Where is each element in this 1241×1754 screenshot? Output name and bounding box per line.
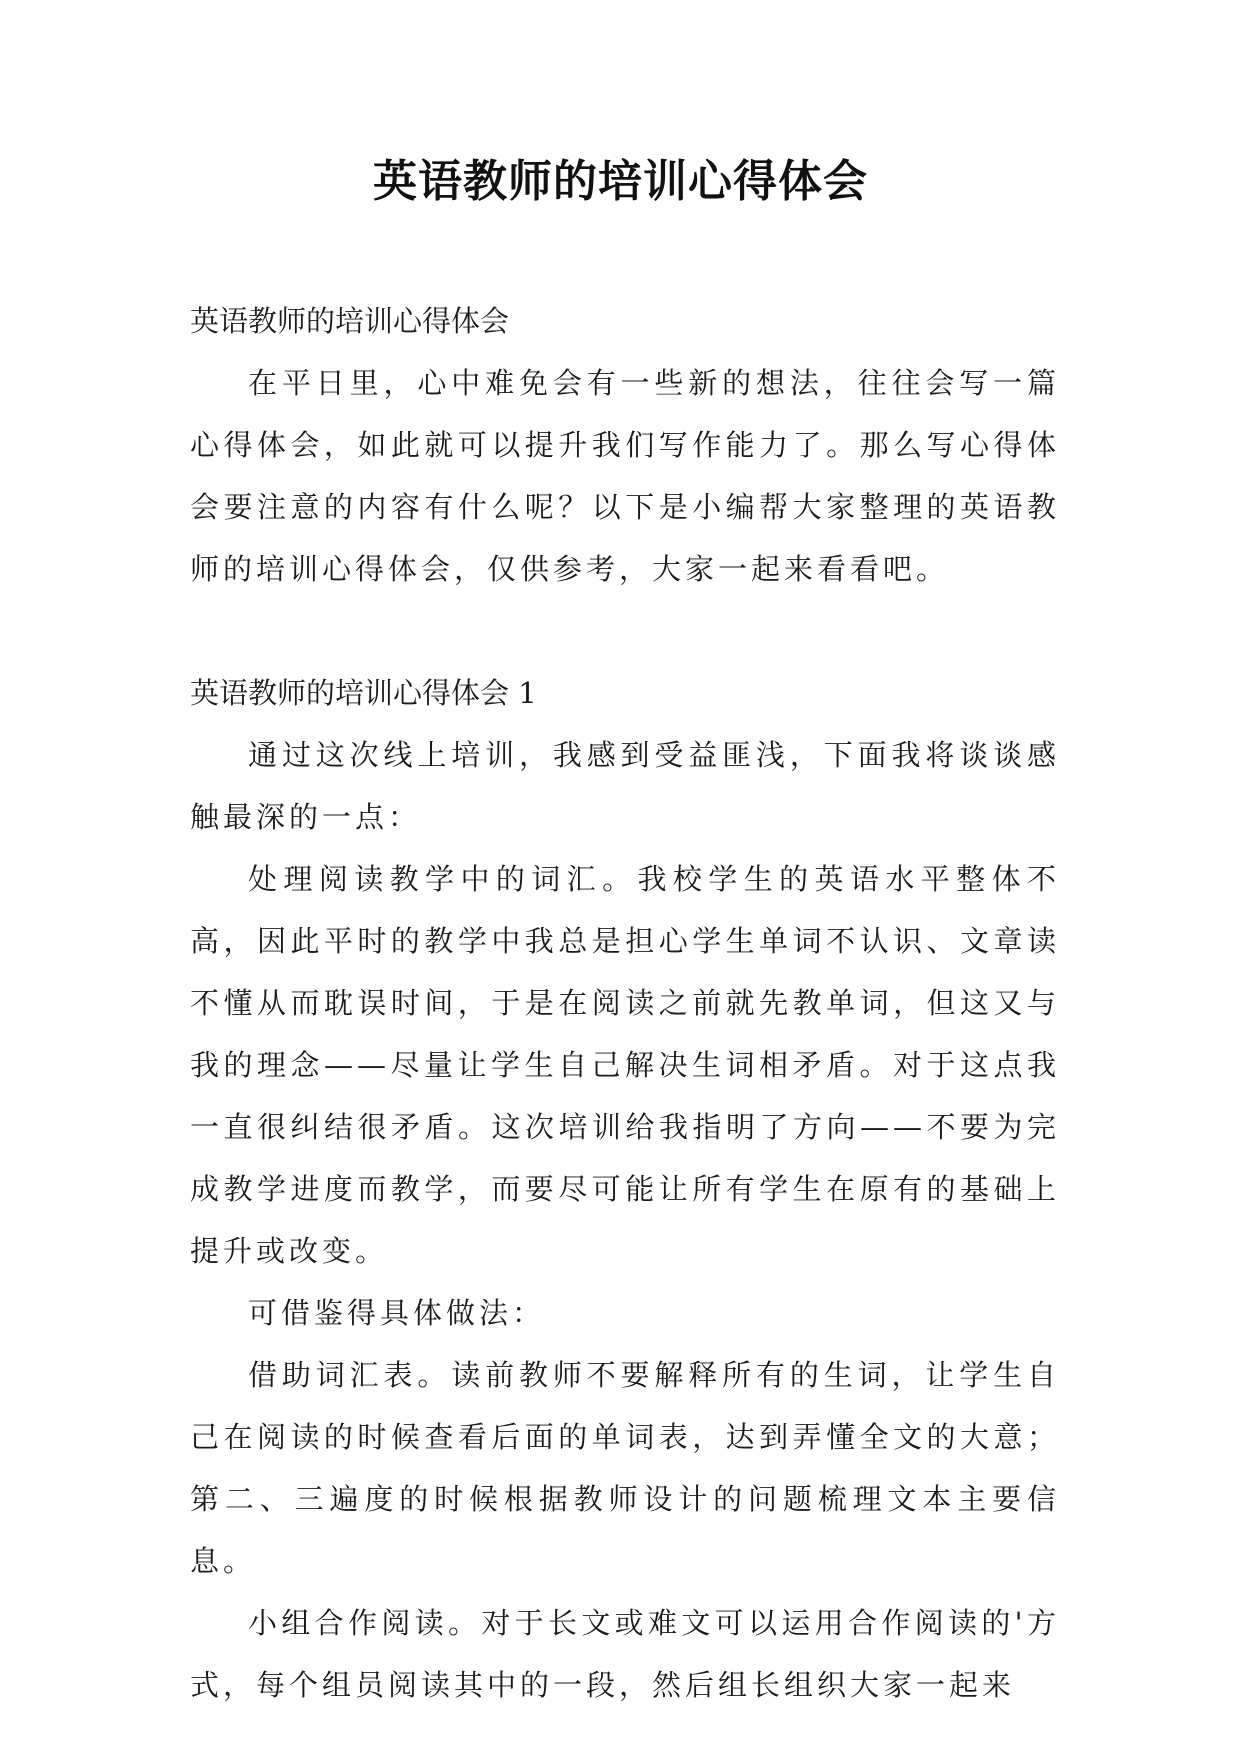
body-paragraph: 小组合作阅读。对于长文或难文可以运用合作阅读的'方式，每个组员阅读其中的一段，然后组长组织大家一起来 <box>190 1606 1060 1702</box>
body-paragraph: 可借鉴得具体做法： <box>248 1296 546 1330</box>
intro-heading: 英语教师的培训心得体会 <box>190 304 510 338</box>
section-spacer <box>190 600 1060 662</box>
intro-paragraph: 在平日里，心中难免会有一些新的想法，往往会写一篇心得体会，如此就可以提升我们写作能力了。那么写心得体会要注意的内容有什么呢？以下是小编帮大家整理的英语教师的培训心得体会，仅供参考，大家一起来看看吧。 <box>190 366 1060 586</box>
document-title: 英语教师的培训心得体会 <box>373 156 868 207</box>
body-paragraph: 借助词汇表。读前教师不要解释所有的生词，让学生自己在阅读的时候查看后面的单词表，达到弄懂全文的大意；第二、三遍度的时候根据教师设计的问题梳理文本主要信息。 <box>190 1358 1060 1578</box>
body-paragraph: 处理阅读教学中的词汇。我校学生的英语水平整体不高，因此平时的教学中我总是担心学生单词不认识、文章读不懂从而耽误时间，于是在阅读之前就先教单词，但这又与我的理念——尽量让学生自己解决生词相矛盾。对于这点我一直很纠结很矛盾。这次培训给我指明了方向——不要为完成教学进度而教学，而要尽可能让所有学生在原有的基础上提升或改变。 <box>190 862 1060 1268</box>
section-heading: 英语教师的培训心得体会 1 <box>190 676 537 710</box>
body-paragraph: 通过这次线上培训，我感到受益匪浅，下面我将谈谈感触最深的一点： <box>190 738 1060 834</box>
document-body <box>190 290 1060 1716</box>
